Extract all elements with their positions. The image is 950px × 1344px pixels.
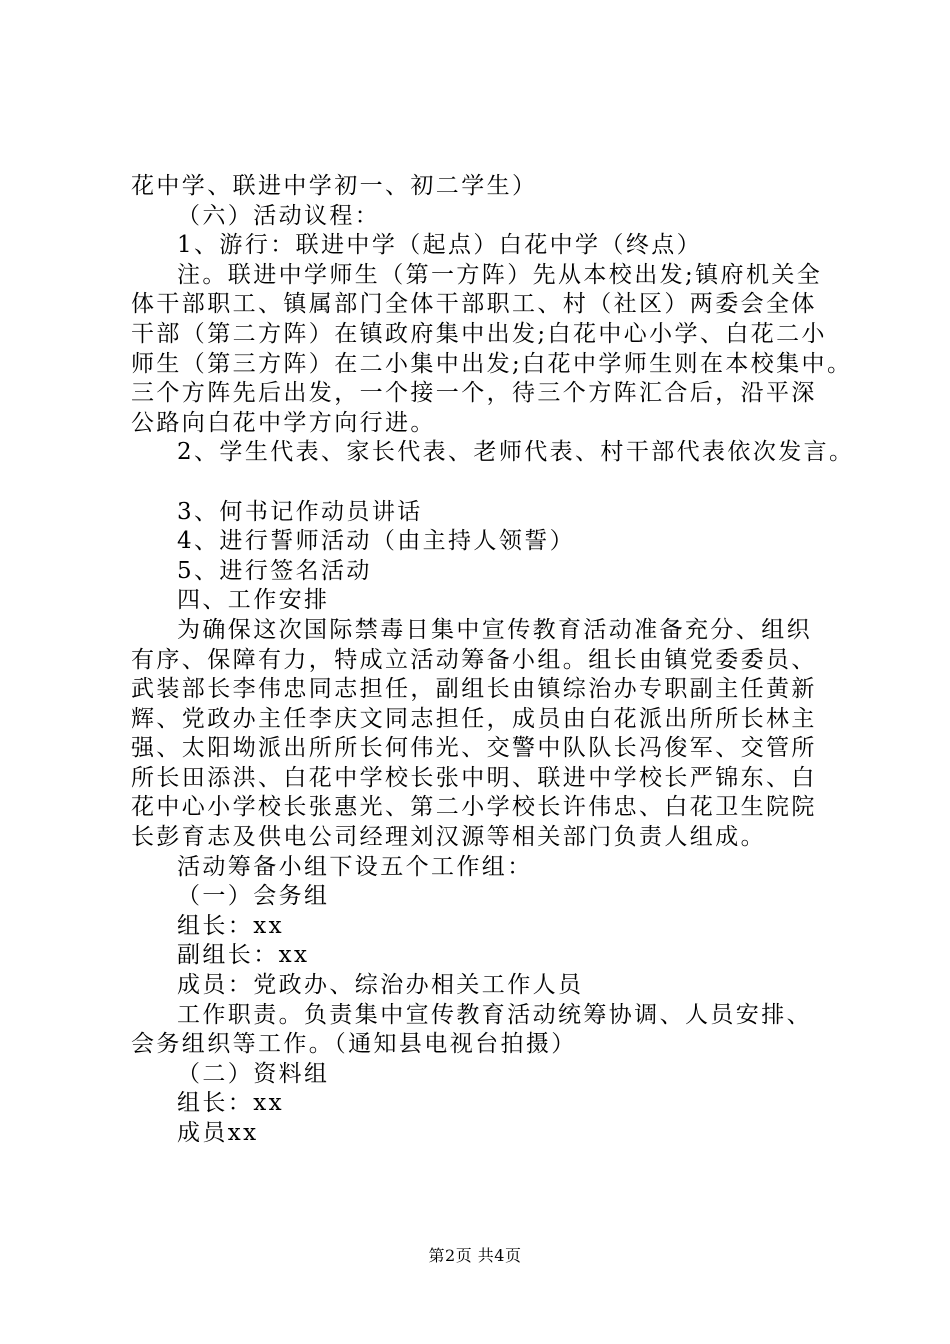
- text-line: 有序、保障有力，特成立活动筹备小组。组长由镇党委委员、: [131, 646, 817, 673]
- text-line: 长彭育志及供电公司经理刘汉源等相关部门负责人组成。: [131, 824, 766, 851]
- section-heading: 四、工作安排: [177, 587, 330, 614]
- text-line: 成员：党政办、综治办相关工作人员: [177, 972, 584, 999]
- text-line: 花中学、联进中学初一、初二学生）: [131, 173, 538, 199]
- text-line: 师生（第三方阵）在二小集中出发;白花中学师生则在本校集中。: [131, 350, 853, 377]
- text-line: 会务组织等工作。（通知县电视台拍摄）: [131, 1031, 577, 1058]
- text-line: 花中心小学校长张惠光、第二小学校长许伟忠、白花卫生院院: [131, 794, 817, 821]
- text-line: 活动筹备小组下设五个工作组：: [177, 853, 533, 880]
- section-heading: （一）会务组: [177, 883, 330, 910]
- text-line: 体干部职工、镇属部门全体干部职工、村（社区）两委会全体: [131, 291, 817, 318]
- text-line: 5、进行签名活动: [177, 557, 372, 584]
- text-line: 所长田添洪、白花中学校长张中明、联进中学校长严锦东、白: [131, 764, 817, 791]
- section-heading: （六）活动议程：: [177, 202, 381, 229]
- text-line: 3、何书记作动员讲话: [177, 498, 423, 525]
- text-line: 辉、党政办主任李庆文同志担任，成员由白花派出所所长林主: [131, 705, 817, 732]
- text-line: 4、进行誓师活动（由主持人领誓）: [177, 528, 576, 555]
- text-line: 成员xx: [177, 1120, 259, 1146]
- text-line: 1、游行：联进中学（起点）白花中学（终点）: [177, 232, 703, 259]
- blank-line: [131, 468, 851, 498]
- text-line: 2、学生代表、家长代表、老师代表、村干部代表依次发言。: [177, 439, 855, 466]
- text-line: 组长：xx: [177, 912, 284, 939]
- text-line: 为确保这次国际禁毒日集中宣传教育活动准备充分、组织: [177, 616, 812, 643]
- text-line: 注。联进中学师生（第一方阵）先从本校出发;镇府机关全: [177, 261, 823, 288]
- text-line: 干部（第二方阵）在镇政府集中出发;白花中心小学、白花二小: [131, 320, 827, 347]
- text-line: 强、太阳坳派出所所长何伟光、交警中队队长冯俊军、交管所: [131, 735, 817, 762]
- text-line: 武装部长李伟忠同志担任，副组长由镇综治办专职副主任黄新: [131, 676, 817, 703]
- text-line: 工作职责。负责集中宣传教育活动统筹协调、人员安排、: [177, 1001, 812, 1028]
- section-heading: （二）资料组: [177, 1060, 330, 1087]
- text-line: 三个方阵先后出发，一个接一个，待三个方阵汇合后，沿平深: [131, 380, 817, 407]
- text-line: 公路向白花中学方向行进。: [131, 409, 436, 436]
- document-body: [131, 172, 855, 1149]
- page-footer: 第2页 共4页: [428, 1246, 522, 1265]
- text-line: 组长：xx: [177, 1090, 284, 1117]
- text-line: 副组长：xx: [177, 942, 310, 969]
